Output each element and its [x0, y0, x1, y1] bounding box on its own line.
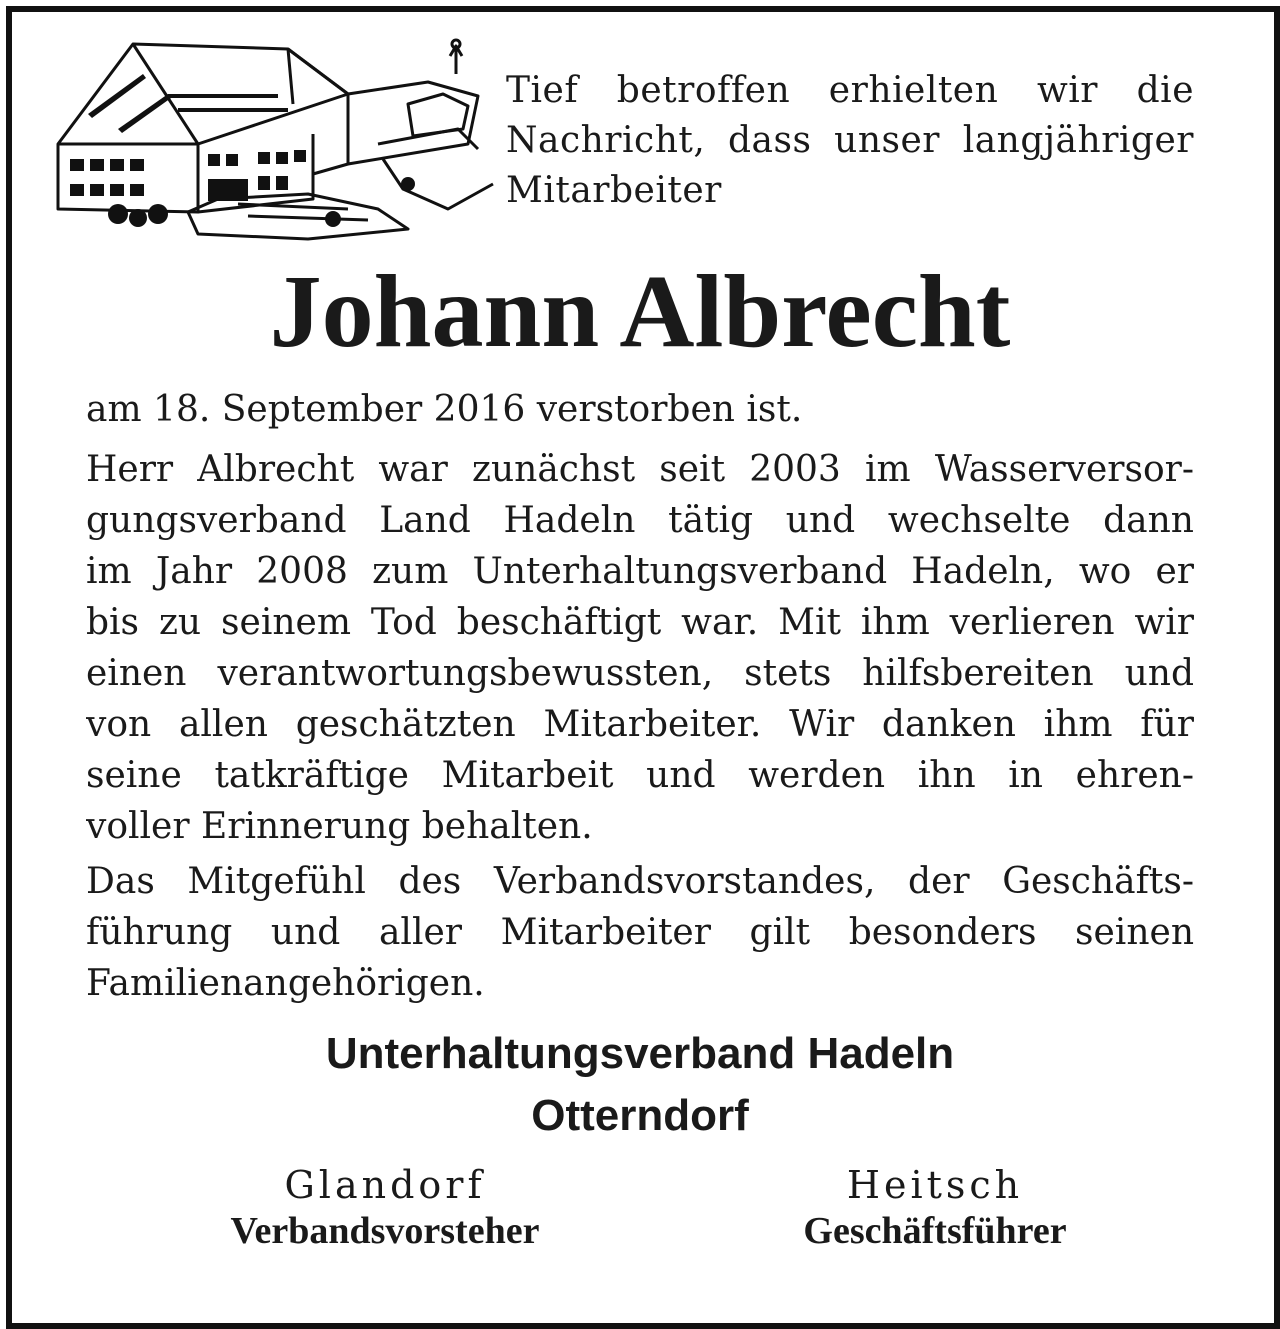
paragraph-line: Das Mitgefühl des Verbandsvorstandes, der Geschäfts-	[86, 861, 1194, 902]
paragraph-line: Familienangehörigen.	[86, 963, 485, 1004]
paragraph-line: führung und aller Mitarbeiter gilt besonders seinen	[86, 912, 1194, 953]
deceased-name: Johann Albrecht	[269, 254, 1011, 369]
paragraph-line: voller Erinnerung behalten.	[86, 806, 593, 847]
signatory-name: Heitsch	[846, 1163, 1024, 1207]
farmhouse-illustration-icon	[48, 34, 498, 249]
organization-name: Unterhaltungsverband Hadeln	[325, 1029, 955, 1078]
paragraph-line: von allen geschätzten Mitarbeiter. Wir danken ihm für	[86, 704, 1194, 745]
signature-right	[705, 1162, 1165, 1254]
intro-line: Nachricht, dass unser langjähriger	[506, 120, 1194, 161]
paragraph-biography	[86, 444, 1194, 852]
paragraph-line: im Jahr 2008 zum Unterhaltungsverband Hadeln, wo er	[86, 551, 1194, 592]
paragraph-condolence	[86, 856, 1194, 1009]
intro-text	[506, 66, 1194, 216]
paragraph-line: einen verantwortungsbewussten, stets hilfsbereiten und	[86, 653, 1194, 694]
paragraph-line: seine tatkräftige Mitarbeit und werden ihn in ehren-	[86, 755, 1194, 796]
paragraph-line: bis zu seinem Tod beschäftigt war. Mit ihm verlieren wir	[86, 602, 1194, 643]
organization-city: Otterndorf	[531, 1091, 749, 1140]
signature-left	[155, 1162, 615, 1254]
paragraph-line: gungsverband Land Hadeln tätig und wechselte dann	[86, 500, 1194, 541]
death-line: am 18. September 2016 verstorben ist.	[86, 389, 803, 430]
signatory-title: Geschäftsführer	[803, 1210, 1067, 1252]
paragraph-line: Herr Albrecht war zunächst seit 2003 im Wasserversor-	[86, 449, 1194, 490]
signatory-name: Glandorf	[284, 1163, 486, 1207]
death-date-line	[86, 384, 1194, 435]
intro-line: Mitarbeiter	[506, 170, 722, 211]
intro-line: Tief betroffen erhielten wir die	[506, 70, 1194, 111]
signatory-title: Verbandsvorsteher	[230, 1210, 540, 1252]
